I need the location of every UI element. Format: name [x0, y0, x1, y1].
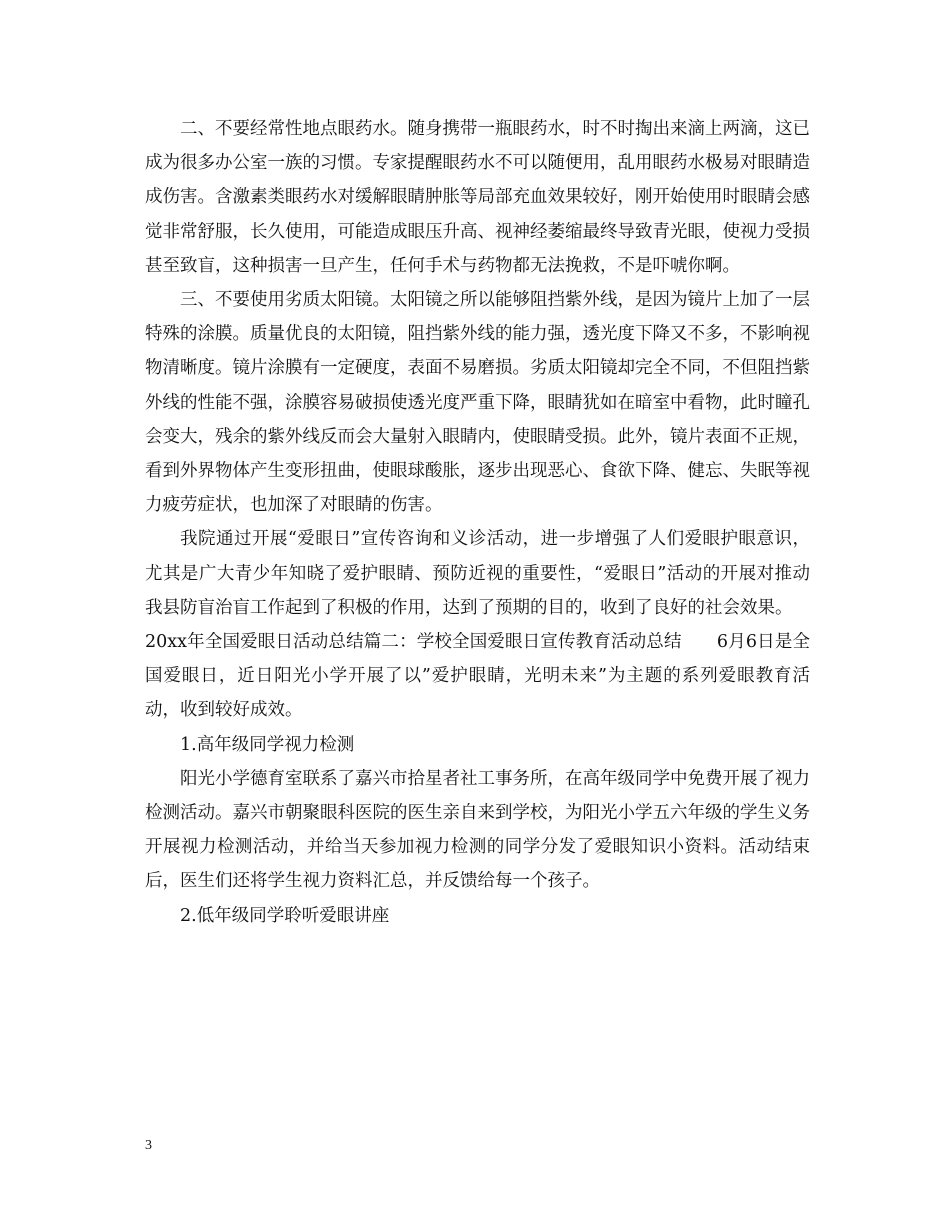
paragraph-sunglasses: 三、不要使用劣质太阳镜。太阳镜之所以能够阻挡紫外线，是因为镜片上加了一层特殊的涂膜。质量优良的太阳镜，阻挡紫外线的能力强，透光度下降又不多，不影响视物清晰度。镜片涂膜有一定硬度，表面不易磨损。劣质太阳镜却完全不同，不但阻挡紫外线的性能不强，涂膜容易破损使透光度严重下降，眼睛犹如在暗室中看物，此时瞳孔会变大，残余的紫外线反而会大量射入眼睛内，使眼睛受损。此外，镜片表面不正规，看到外界物体产生变形扭曲，使眼球酸胀，逐步出现恶心、食欲下降、健忘、失眠等视力疲劳症状，也加深了对眼睛的伤害。: [145, 290, 810, 516]
document-body: [145, 112, 810, 933]
paragraph-vision-check: 阳光小学德育室联系了嘉兴市拾星者社工事务所，在高年级同学中免费开展了视力检测活动。嘉兴市朝聚眼科医院的医生亲自来到学校，为阳光小学五六年级的学生义务开展视力检测活动，并给当天参加视力检测的同学分发了爱眼知识小资料。活动结束后，医生们还将学生视力资料汇总，并反馈给每一个孩子。: [145, 768, 810, 892]
list-item-vision-check: 1.高年级同学视力检测: [180, 734, 355, 755]
paragraph-eye-drops: 二、不要经常性地点眼药水。随身携带一瓶眼药水，时不时掏出来滴上两滴，这已成为很多办公室一族的习惯。专家提醒眼药水不可以随便用，乱用眼药水极易对眼睛造成伤害。含激素类眼药水对缓解眼睛肿胀等局部充血效果较好，刚开始使用时眼睛会感觉非常舒服，长久使用，可能造成眼压升高、视神经萎缩最终导致青光眼，使视力受损甚至致盲，这种损害一旦产生，任何手术与药物都无法挽救，不是吓唬你啊。: [145, 119, 810, 276]
paragraph-school-summary: 20xx年全国爱眼日活动总结篇二：学校全国爱眼日宣传教育活动总结 6月6日是全国爱眼日，近日阳光小学开展了以”爱护眼睛，光明未来”为主题的系列爱眼教育活动，收到较好成效。: [145, 632, 810, 721]
page-number: 3: [145, 1138, 152, 1153]
list-item-lecture: 2.低年级同学聆听爱眼讲座: [180, 905, 390, 926]
paragraph-hospital-summary: 我院通过开展“爱眼日”宣传咨询和义诊活动，进一步增强了人们爱眼护眼意识，尤其是广大青少年知晓了爱护眼睛、预防近视的重要性，“爱眼日”活动的开展对推动我县防盲治盲工作起到了积极的作用，达到了预期的目的，收到了良好的社会效果。: [145, 529, 810, 618]
